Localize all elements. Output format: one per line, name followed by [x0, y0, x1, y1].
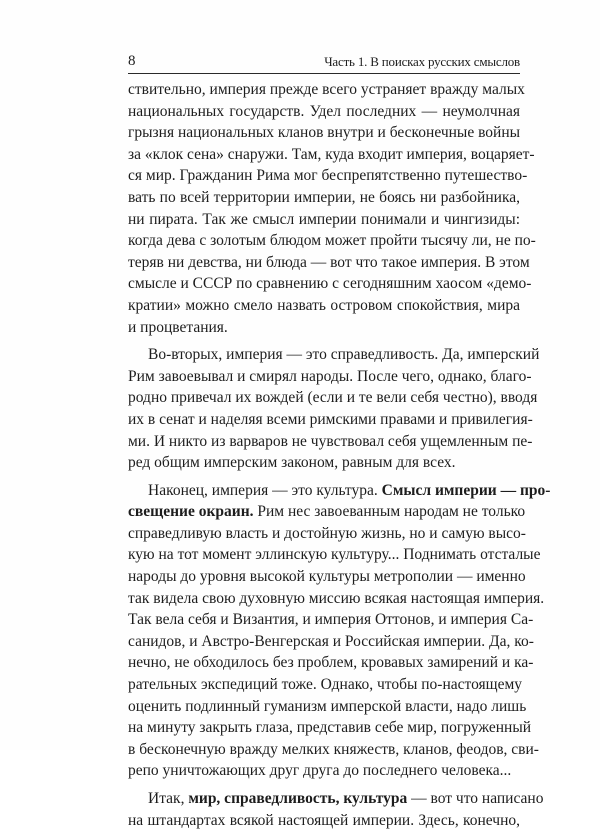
text-line: так видела свою духовную миссию всякая настоящая империя. [128, 589, 545, 607]
text-line [128, 788, 544, 810]
paragraph-4 [128, 788, 544, 831]
text-run: Наконец, империя — это культура. [148, 481, 378, 499]
text-line: на минуту закрыть глаза, представив себе мир, погруженный [128, 719, 532, 737]
bold-phrase: мир, справедливость, культура [188, 790, 408, 807]
body-text [128, 79, 551, 831]
chapter-title: Часть 1. В поисках русских смыслов [324, 54, 520, 69]
page-number: 8 [128, 53, 136, 69]
text-line: в бесконечную вражду мелких княжеств, кланов, феодов, сви- [128, 740, 539, 758]
text-line: вать по всей территории империи, не боясь ни разбойника, [128, 188, 520, 206]
text-line: смысле и СССР по сравнению с сегодняшним хаосом «демо- [128, 275, 532, 293]
header-rule [128, 73, 520, 74]
text-run: Рим нес завоеванным народам не только [257, 503, 526, 521]
paragraph-2 [128, 344, 540, 474]
text-line: ред общим имперским законом, равным для всех. [128, 454, 456, 472]
text-line: их в сенат и наделяя всеми римскими правами и привилегия- [128, 410, 533, 428]
text-line: репо уничтожающих друг друга до последнего человека... [128, 762, 512, 780]
text-line: и процветания. [128, 318, 228, 336]
text-line: за «клок сена» снаружи. Там, куда входит империя, воцаряет- [128, 145, 535, 163]
text-line: Рим завоевывал и смирял народы. После чего, однако, благо- [128, 367, 532, 385]
text-line: оценить подлинный гуманизм имперской власти, надо лишь [128, 697, 527, 715]
text-run: Итак, [148, 790, 185, 807]
text-line: кую на тот момент эллинскую культуру... Поднимать отсталые [128, 546, 541, 564]
bold-phrase: Смысл империи — про- [381, 481, 551, 499]
text-line: национальных государств. Удел последних — неумолчная [128, 102, 520, 120]
text-line: когда дева с золотым блюдом может пройти тысячу ли, не по- [128, 232, 536, 250]
text-line: теряв ни девства, ни блюда — вот что такое империя. В этом [128, 253, 530, 271]
text-line: нечно, не обходилось без проблем, кровавых замирений и ка- [128, 654, 534, 672]
running-head [128, 52, 520, 72]
text-line [128, 480, 551, 502]
text-line: ствительно, империя прежде всего устраняет вражду малых [128, 81, 525, 98]
text-line: справедливую власть и достойную жизнь, но и самую высо- [128, 524, 526, 542]
paragraph-1 [128, 79, 536, 338]
text-line [128, 501, 526, 523]
paragraph-3 [128, 480, 551, 782]
text-line: грызня национальных кланов внутри и бесконечные войны [128, 124, 521, 142]
text-line: на штандартах всякой настоящей империи. Здесь, конечно, [128, 811, 520, 829]
text-line: рательных экспедиций тоже. Однако, чтобы по-настоящему [128, 676, 523, 694]
text-line: ся мир. Гражданин Рима мог беспрепятственно путешество- [128, 167, 528, 185]
text-line: кратии» можно смело назвать островом спокойствия, мира [128, 296, 520, 314]
text-line: ни пирата. Так же смысл империи понимали и чингизиды: [128, 210, 520, 228]
bold-phrase: свещение окраин. [128, 503, 254, 521]
text-line: ми. И никто из варваров не чувствовал себя ущемленным пе- [128, 432, 533, 450]
text-line: санидов, и Австро-Венгерская и Российская империи. Да, ко- [128, 632, 534, 650]
text-line: народы до уровня высокой культуры метрополии — именно [128, 568, 526, 586]
text-run: — вот что написано [411, 790, 544, 807]
text-line: Во-вторых, империя — это справедливость. Да, имперский [148, 346, 540, 364]
text-line: Так вела себя и Византия, и империя Оттонов, и империя Са- [128, 611, 534, 629]
text-line: родно привечал их вождей (если и те вели себя честно), вводя [128, 389, 538, 407]
